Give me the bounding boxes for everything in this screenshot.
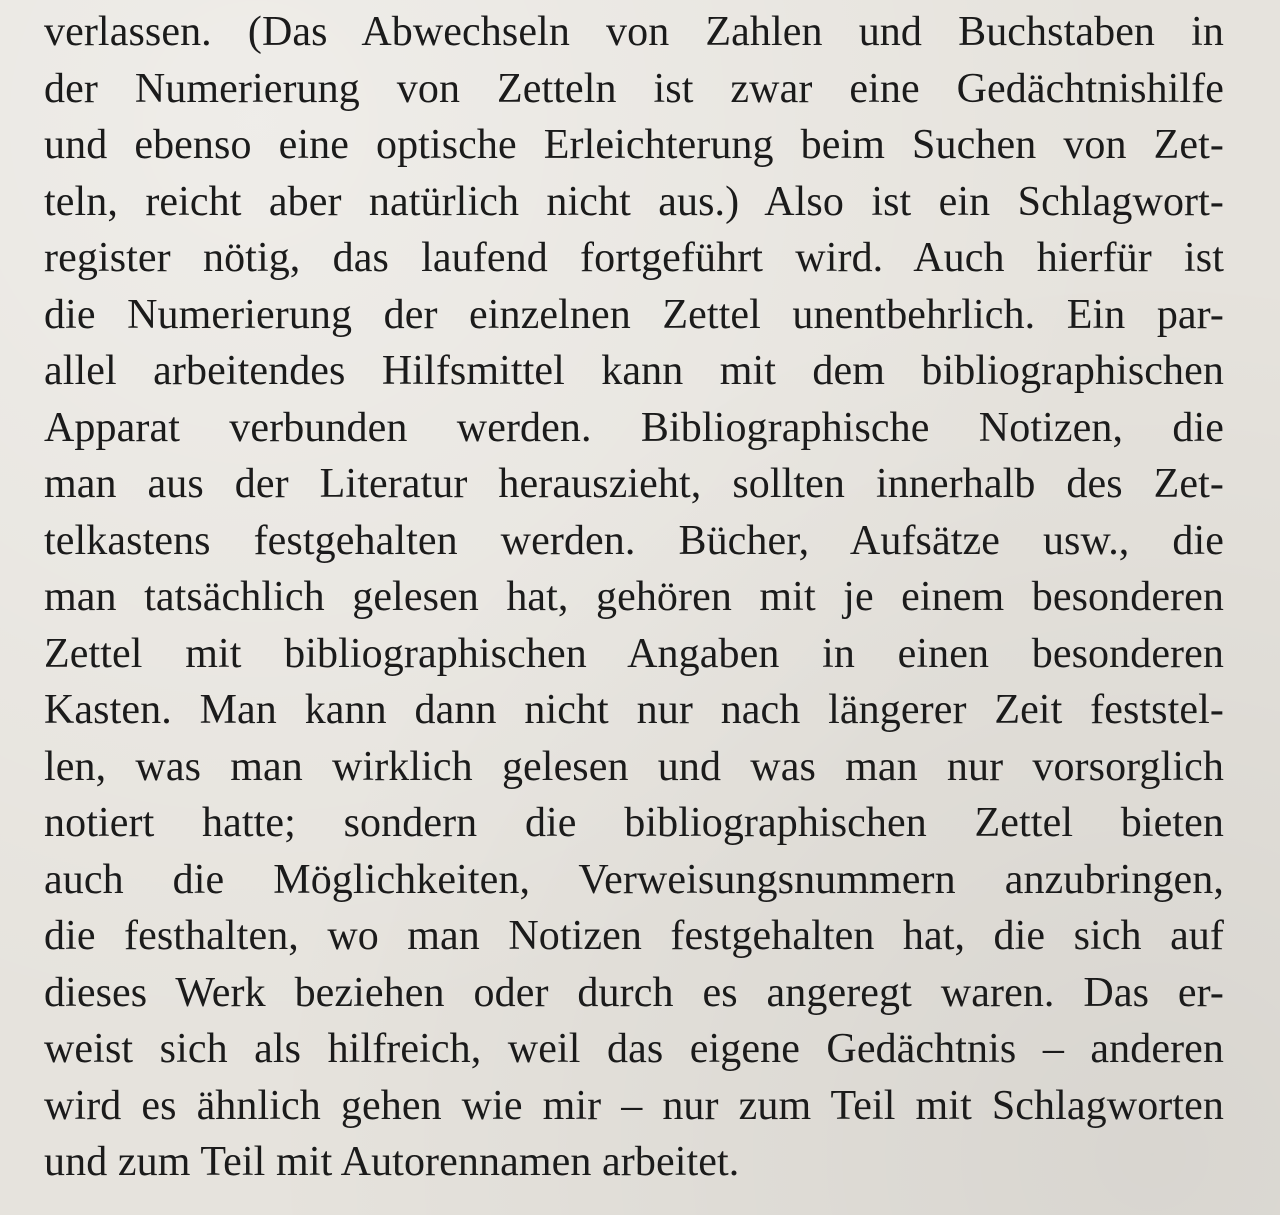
text-line: man aus der Literatur herauszieht, sollten innerhalb des Zet-	[44, 461, 1224, 507]
text-line: Zettel mit bibliographischen Angaben in einen besonderen	[44, 630, 1224, 677]
text-line: der Numerierung von Zetteln ist zwar eine Gedächtnishilfe	[44, 65, 1224, 112]
text-line: len, was man wirklich gelesen und was man nur vorsorglich	[44, 743, 1224, 790]
text-line: allel arbeitendes Hilfsmittel kann mit dem bibliographischen	[44, 348, 1224, 394]
text-line: teln, reicht aber natürlich nicht aus.) Also ist ein Schlagwort-	[44, 178, 1224, 225]
text-line: und zum Teil mit Autorennamen arbeitet.	[44, 1139, 740, 1185]
page-text	[44, 4, 1224, 1191]
text-line: telkastens festgehalten werden. Bücher, Aufsätze usw., die	[44, 517, 1224, 564]
text-line: Kasten. Man kann dann nicht nur nach längerer Zeit feststel-	[44, 687, 1224, 733]
text-line: wird es ähnlich gehen wie mir – nur zum Teil mit Schlagworten	[44, 1082, 1224, 1129]
text-line: Apparat verbunden werden. Bibliographische Notizen, die	[44, 404, 1224, 451]
text-line: und ebenso eine optische Erleichterung beim Suchen von Zet-	[44, 122, 1224, 168]
text-line: weist sich als hilfreich, weil das eigene Gedächtnis – anderen	[44, 1026, 1224, 1072]
text-line: dieses Werk beziehen oder durch es angeregt waren. Das er-	[44, 969, 1224, 1016]
text-line: auch die Möglichkeiten, Verweisungsnummern anzubringen,	[44, 856, 1224, 903]
text-line: man tatsächlich gelesen hat, gehören mit je einem besonderen	[44, 574, 1224, 620]
text-line: die festhalten, wo man Notizen festgehalten hat, die sich auf	[44, 913, 1224, 959]
text-line: die Numerierung der einzelnen Zettel unentbehrlich. Ein par-	[44, 291, 1224, 338]
text-line: verlassen. (Das Abwechseln von Zahlen und Buchstaben in	[44, 9, 1224, 55]
text-line: notiert hatte; sondern die bibliographischen Zettel bieten	[44, 800, 1224, 846]
text-line: register nötig, das laufend fortgeführt wird. Auch hierfür ist	[44, 235, 1224, 281]
